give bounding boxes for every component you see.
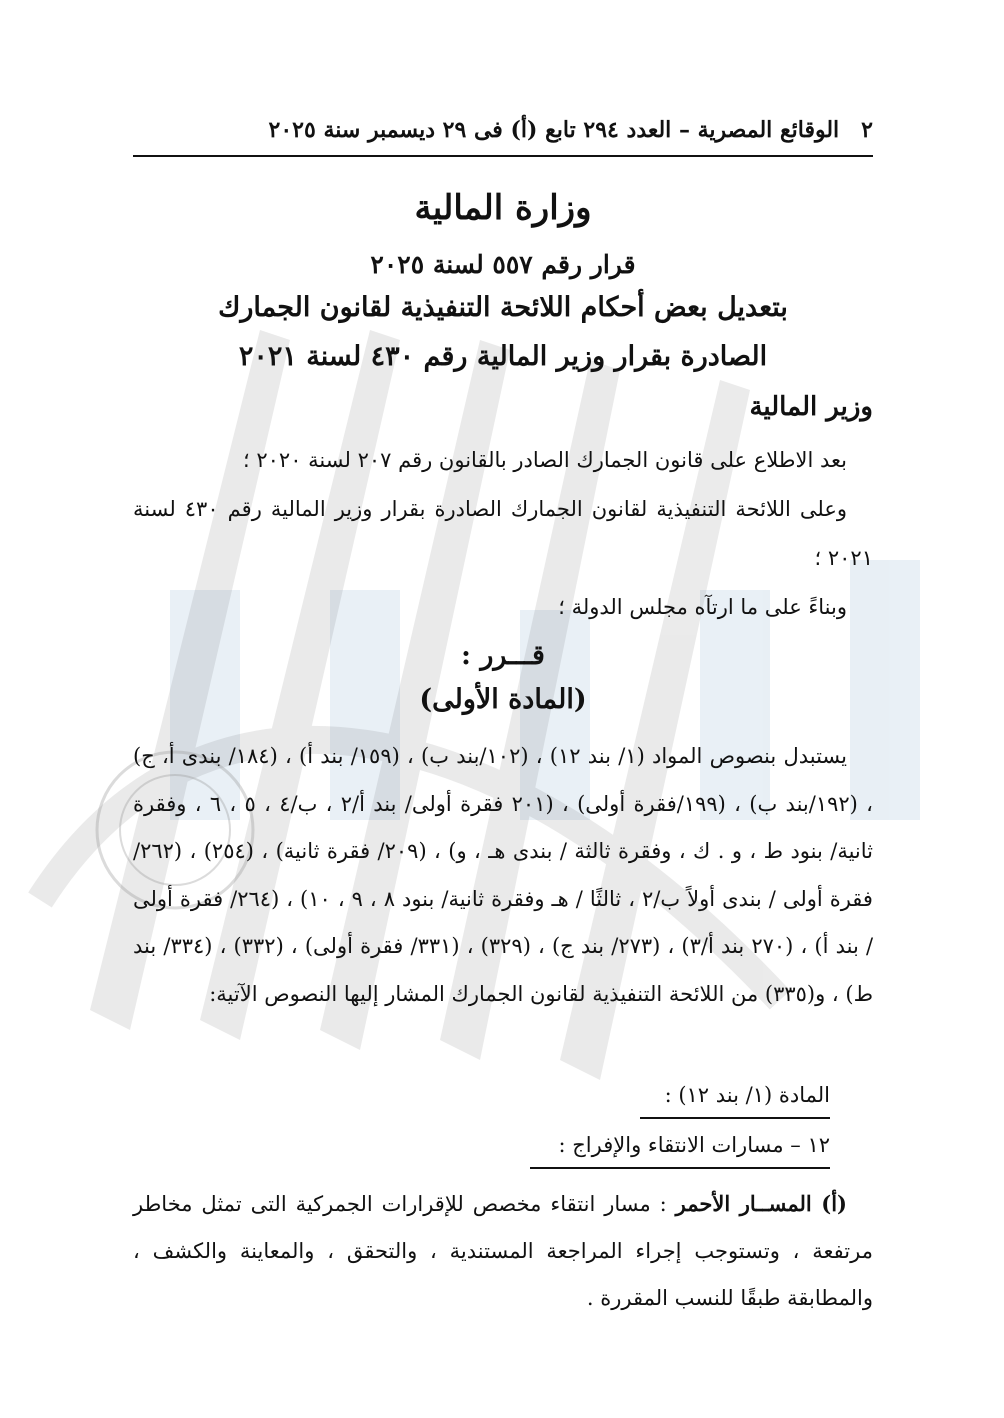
page-header (133, 110, 873, 150)
gazette-issue: الوقائع المصرية – العدد ٢٩٤ تابع (أ) فى ٢٩ ديسمبر سنة ٢٠٢٥ (268, 117, 840, 143)
sub-article-heading: المادة (١/ بند ١٢) : (640, 1075, 830, 1119)
page-number: ٢ (861, 117, 873, 143)
ministry-title: وزارة المالية (414, 188, 592, 228)
preamble-paragraph: وعلى اللائحة التنفيذية لقانون الجمارك الصادرة بقرار وزير المالية رقم ٤٣٠ لسنة ٢٠٢١ ؛ (133, 497, 873, 570)
clause-heading: ١٢ – مسارات الانتقاء والإفراج : (530, 1125, 830, 1169)
clause-a-label: (أ) المســار الأحمر (675, 1191, 847, 1216)
article-title: (المادة الأولى) (419, 684, 587, 715)
clause-a-text: : مسار انتقاء مخصص للإقرارات الجمركية التى تمثل مخاطر مرتفعة ، وتستوجب إجراء المراجعة المستندية ، والتحقق ، والمعاينة والكشف ، والمطابقة طبقًا للنسب المقررة . (133, 1192, 873, 1310)
decree-subject-line-2: الصادرة بقرار وزير المالية رقم ٤٣٠ لسنة ٢٠٢١ (238, 341, 768, 372)
clause-a-paragraph (133, 1180, 873, 1322)
decree-title: قرار رقم ٥٥٧ لسنة ٢٠٢٥ (370, 250, 636, 279)
article-body: يستبدل بنصوص المواد (١/ بند ١٢) ، (١٠٢/بند ب) ، (١٥٩/ بند أ) ، (١٨٤/ بندى أ، ج) ، (١٩٢/بند ب) ، (١٩٩/فقرة أولى) ، (٢٠١ فقرة أولى/ بند أ/٢ ، ب/٤ ، ٥ ، ٦ ، وفقرة ثانية/ بنود ط ، و . ك ، وفقرة ثالثة / بندى هـ ، و) ، (٢٠٩/ فقرة ثانية) ، (٢٥٤) ، (٢٦٢/ فقرة أولى / بندى أولاً ب/٢ ، ثالثًا / هـ وفقرة ثانية/ بنود ٨ ، ٩ ، ١٠) ، (٢٦٤/ فقرة أولى / بند أ) ، (٢٧٠ بند أ/٣) ، (٢٧٣/ بند ج) ، (٣٢٩) ، (٣٣١/ فقرة أولى) ، (٣٣٢) ، (٣٣٤/ بند ط) ، و(٣٣٥) من اللائحة التنفيذية لقانون الجمارك المشار إليها النصوص الآتية: (133, 744, 874, 1006)
minister-heading: وزير المالية (749, 392, 873, 422)
preamble-paragraph: بعد الاطلاع على قانون الجمارك الصادر بالقانون رقم ٢٠٧ لسنة ٢٠٢٠ ؛ (243, 448, 847, 472)
decree-subject-line-1: بتعديل بعض أحكام اللائحة التنفيذية لقانون الجمارك (218, 292, 788, 323)
header-divider (133, 155, 873, 157)
preamble-paragraph: وبناءً على ما ارتآه مجلس الدولة ؛ (558, 595, 847, 619)
decided-heading: قـــرر : (461, 640, 545, 671)
